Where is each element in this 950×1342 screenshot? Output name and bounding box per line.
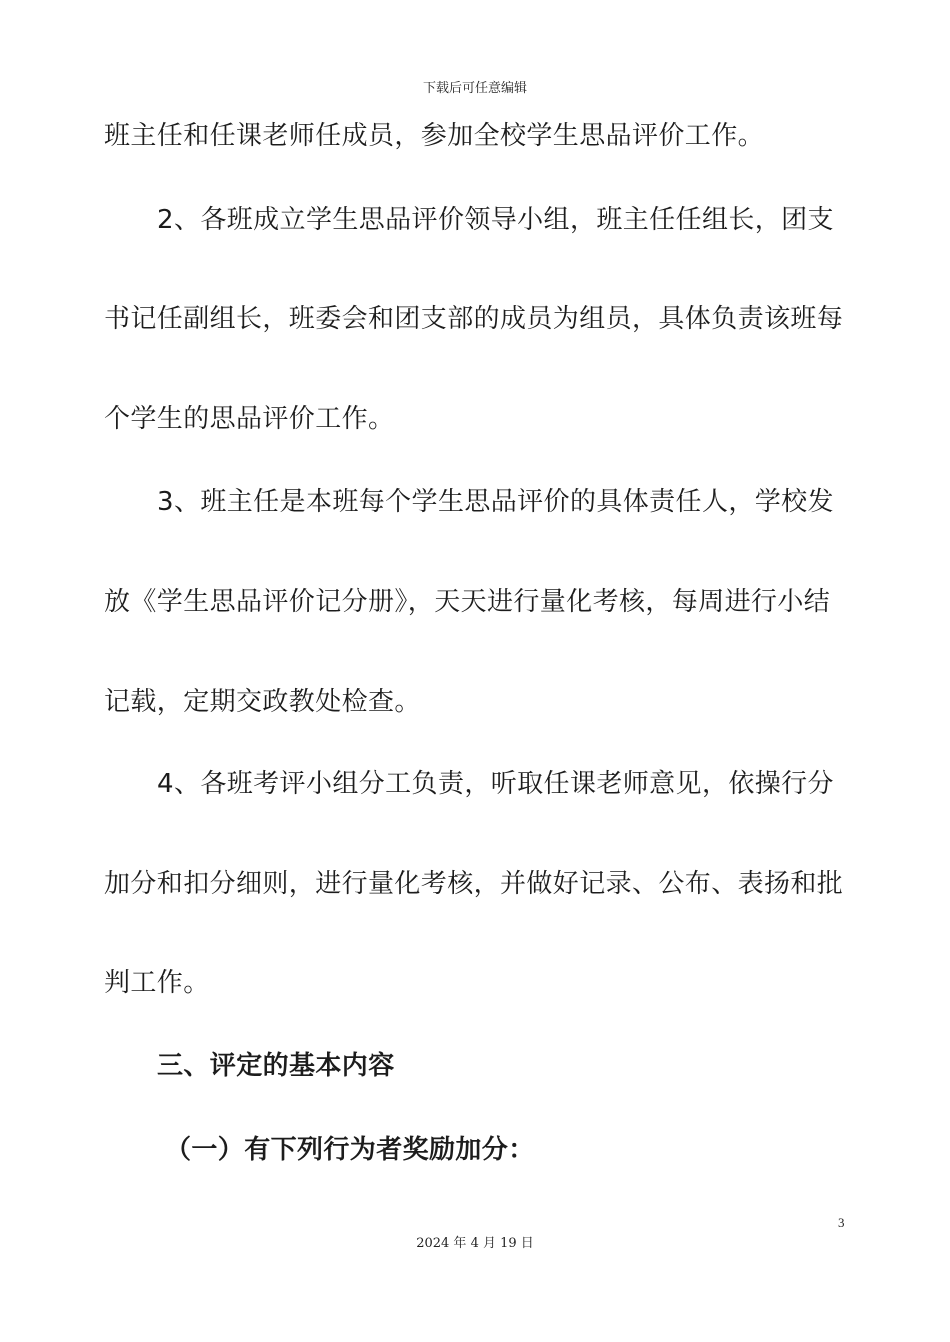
page-footer-date: 2024 年 4 月 19 日	[416, 1236, 534, 1251]
body-line: 放《学生思品评价记分册》，天天进行量化考核，每周进行小结	[104, 587, 831, 617]
body-line: 班主任和任课老师任成员，参加全校学生思品评价工作。	[104, 121, 765, 151]
page-number: 3	[838, 1215, 845, 1230]
body-line: 判工作。	[104, 968, 210, 998]
body-line: 4、各班考评小组分工负责，听取任课老师意见，依操行分	[157, 769, 834, 799]
body-line: 个学生的思品评价工作。	[104, 404, 395, 434]
body-line: 3、班主任是本班每个学生思品评价的具体责任人，学校发	[157, 487, 834, 517]
section-heading: 三、评定的基本内容	[157, 1051, 395, 1081]
body-line: 书记任副组长，班委会和团支部的成员为组员，具体负责该班每	[104, 304, 844, 334]
body-line: 记载，定期交政教处检查。	[104, 687, 421, 717]
body-line: 2、各班成立学生思品评价领导小组，班主任任组长，团支	[157, 205, 834, 235]
page-header: 下载后可任意编辑	[422, 81, 527, 96]
body-line: 加分和扣分细则，进行量化考核，并做好记录、公布、表扬和批	[104, 869, 844, 899]
subsection-heading: （一）有下列行为者奖励加分：	[165, 1135, 535, 1165]
